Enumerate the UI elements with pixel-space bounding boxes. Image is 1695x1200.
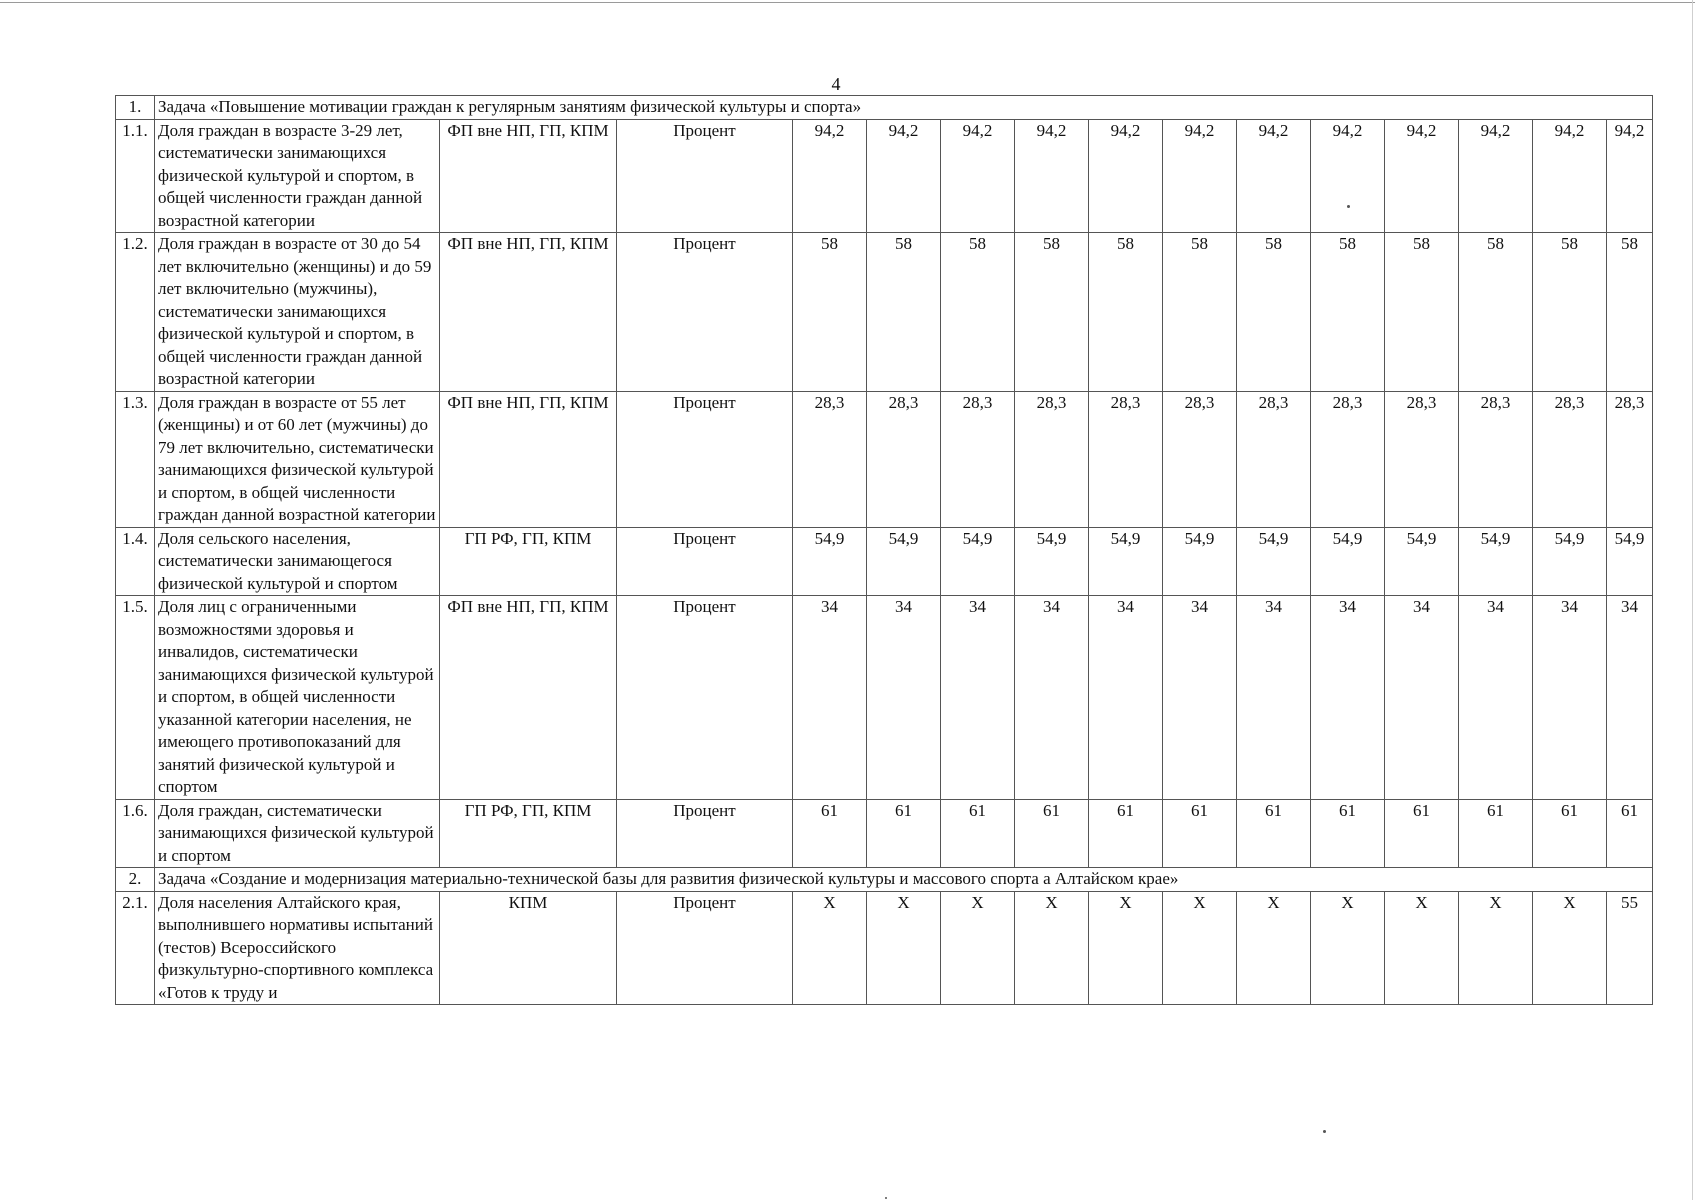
indicator-number: 1.3.	[116, 391, 155, 527]
indicator-value: 61	[1607, 799, 1653, 868]
indicator-value: X	[793, 891, 867, 1005]
indicator-value: 34	[1015, 596, 1089, 800]
indicator-name: Доля граждан, систематически занимающихся физической культурой и спортом	[155, 799, 440, 868]
indicator-value: 54,9	[1385, 527, 1459, 596]
indicator-name: Доля сельского населения, систематически занимающегося физической культурой и спортом	[155, 527, 440, 596]
indicator-number: 1.4.	[116, 527, 155, 596]
indicator-value: X	[1385, 891, 1459, 1005]
indicator-value: 55	[1607, 891, 1653, 1005]
indicator-value: 28,3	[1163, 391, 1237, 527]
indicators-table	[115, 95, 1653, 1005]
indicator-value: 58	[1163, 233, 1237, 392]
indicator-value: 54,9	[1607, 527, 1653, 596]
indicator-value: 54,9	[793, 527, 867, 596]
indicator-value: 94,2	[1607, 119, 1653, 233]
indicator-unit: Процент	[617, 596, 793, 800]
scan-top-edge	[0, 2, 1695, 3]
indicator-value: 58	[941, 233, 1015, 392]
indicator-value: 94,2	[1237, 119, 1311, 233]
indicator-value: 34	[941, 596, 1015, 800]
indicator-value: 58	[793, 233, 867, 392]
indicator-value: 54,9	[1459, 527, 1533, 596]
indicator-value: 61	[867, 799, 941, 868]
task-header-row	[116, 96, 1653, 120]
indicator-number: 1.5.	[116, 596, 155, 800]
indicator-value: 58	[1533, 233, 1607, 392]
indicator-value: 94,2	[793, 119, 867, 233]
indicator-value: X	[941, 891, 1015, 1005]
indicator-value: X	[1237, 891, 1311, 1005]
indicator-value: 61	[1459, 799, 1533, 868]
indicator-value: 94,2	[1385, 119, 1459, 233]
indicator-value: 61	[1163, 799, 1237, 868]
indicator-value: 61	[1015, 799, 1089, 868]
indicator-value: 54,9	[1237, 527, 1311, 596]
indicator-value: 28,3	[1237, 391, 1311, 527]
scan-speck	[885, 1197, 887, 1199]
indicator-value: 28,3	[1015, 391, 1089, 527]
indicator-row	[116, 391, 1653, 527]
indicator-value: 58	[1311, 233, 1385, 392]
indicator-value: 34	[867, 596, 941, 800]
indicator-value: 28,3	[1311, 391, 1385, 527]
indicator-value: 28,3	[867, 391, 941, 527]
task-header-row	[116, 868, 1653, 892]
indicator-value: 54,9	[941, 527, 1015, 596]
indicator-value: 34	[1533, 596, 1607, 800]
indicator-value: 54,9	[867, 527, 941, 596]
indicator-row	[116, 596, 1653, 800]
indicator-value: 61	[1089, 799, 1163, 868]
indicator-value: X	[867, 891, 941, 1005]
indicator-value: X	[1163, 891, 1237, 1005]
indicator-source: ГП РФ, ГП, КПМ	[440, 527, 617, 596]
page-number: 4	[831, 74, 841, 94]
indicator-value: 58	[1015, 233, 1089, 392]
indicator-value: 34	[1163, 596, 1237, 800]
indicator-name: Доля граждан в возрасте от 30 до 54 лет включительно (женщины) и до 59 лет включительно (мужчины), систематически занимающихся физической культурой и спортом, в общей численности граждан данной возрастной категории	[155, 233, 440, 392]
indicator-value: 61	[1311, 799, 1385, 868]
indicator-number: 1.2.	[116, 233, 155, 392]
indicator-source: ФП вне НП, ГП, КПМ	[440, 233, 617, 392]
indicator-value: 94,2	[1533, 119, 1607, 233]
indicator-source: ГП РФ, ГП, КПМ	[440, 799, 617, 868]
indicator-value: 28,3	[793, 391, 867, 527]
indicator-value: 54,9	[1089, 527, 1163, 596]
indicator-source: ФП вне НП, ГП, КПМ	[440, 391, 617, 527]
indicator-value: 54,9	[1015, 527, 1089, 596]
indicator-value: X	[1015, 891, 1089, 1005]
indicator-value: 94,2	[1311, 119, 1385, 233]
indicator-value: 34	[1459, 596, 1533, 800]
indicator-number: 2.1.	[116, 891, 155, 1005]
indicator-value: 28,3	[1089, 391, 1163, 527]
indicator-row	[116, 891, 1653, 1005]
indicator-value: 94,2	[1015, 119, 1089, 233]
indicator-name: Доля граждан в возрасте 3-29 лет, систематически занимающихся физической культурой и спортом, в общей численности граждан данной возрастной категории	[155, 119, 440, 233]
task-number: 2.	[116, 868, 155, 892]
indicator-value: 28,3	[1607, 391, 1653, 527]
indicator-value: 34	[1311, 596, 1385, 800]
indicator-unit: Процент	[617, 799, 793, 868]
indicator-value: 34	[1607, 596, 1653, 800]
indicator-row	[116, 233, 1653, 392]
indicator-value: X	[1089, 891, 1163, 1005]
indicator-value: 94,2	[867, 119, 941, 233]
indicator-value: 61	[941, 799, 1015, 868]
indicator-value: 54,9	[1163, 527, 1237, 596]
indicator-value: 58	[1385, 233, 1459, 392]
indicator-value: 28,3	[1385, 391, 1459, 527]
indicator-number: 1.1.	[116, 119, 155, 233]
indicator-value: 61	[1385, 799, 1459, 868]
indicator-value: 34	[1385, 596, 1459, 800]
indicator-value: 94,2	[1163, 119, 1237, 233]
indicator-name: Доля населения Алтайского края, выполнившего нормативы испытаний (тестов) Всероссийского физкультурно-спортивного комплекса «Готов к труду и	[155, 891, 440, 1005]
indicator-value: 58	[1607, 233, 1653, 392]
indicator-row	[116, 119, 1653, 233]
indicator-source: ФП вне НП, ГП, КПМ	[440, 596, 617, 800]
indicator-unit: Процент	[617, 391, 793, 527]
scan-speck	[1347, 205, 1350, 208]
indicator-row	[116, 527, 1653, 596]
indicator-name: Доля граждан в возрасте от 55 лет (женщины) и от 60 лет (мужчины) до 79 лет включительно, систематически занимающихся физической культурой и спортом, в общей численности граждан данной возрастной категории	[155, 391, 440, 527]
indicator-value: 58	[1459, 233, 1533, 392]
indicator-number: 1.6.	[116, 799, 155, 868]
indicator-unit: Процент	[617, 891, 793, 1005]
indicator-unit: Процент	[617, 233, 793, 392]
indicator-value: 34	[1089, 596, 1163, 800]
scan-speck	[1323, 1130, 1326, 1133]
indicator-value: 34	[1237, 596, 1311, 800]
task-number: 1.	[116, 96, 155, 120]
indicator-unit: Процент	[617, 527, 793, 596]
indicator-value: 61	[793, 799, 867, 868]
indicator-value: X	[1311, 891, 1385, 1005]
indicator-value: 34	[793, 596, 867, 800]
indicator-value: 61	[1237, 799, 1311, 868]
scan-right-edge	[1692, 0, 1693, 1200]
indicator-source: ФП вне НП, ГП, КПМ	[440, 119, 617, 233]
indicator-value: 58	[867, 233, 941, 392]
indicator-unit: Процент	[617, 119, 793, 233]
task-title: Задача «Создание и модернизация материально-технической базы для развития физической культуры и массового спорта а Алтайском крае»	[155, 868, 1653, 892]
indicator-value: 61	[1533, 799, 1607, 868]
indicators-table-body	[116, 96, 1653, 1005]
indicator-name: Доля лиц с ограниченными возможностями здоровья и инвалидов, систематически занимающихся физической культурой и спортом, в общей численности указанной категории населения, не имеющего противопоказаний для занятий физической культурой и спортом	[155, 596, 440, 800]
indicator-value: 58	[1089, 233, 1163, 392]
indicator-value: 94,2	[1089, 119, 1163, 233]
indicator-source: КПМ	[440, 891, 617, 1005]
indicator-value: 58	[1237, 233, 1311, 392]
indicator-value: X	[1533, 891, 1607, 1005]
indicator-value: 94,2	[1459, 119, 1533, 233]
indicator-value: 28,3	[1459, 391, 1533, 527]
indicator-row	[116, 799, 1653, 868]
indicator-value: X	[1459, 891, 1533, 1005]
indicator-value: 94,2	[941, 119, 1015, 233]
indicator-value: 54,9	[1311, 527, 1385, 596]
task-title: Задача «Повышение мотивации граждан к регулярным занятиям физической культуры и спорта»	[155, 96, 1653, 120]
indicator-value: 54,9	[1533, 527, 1607, 596]
indicator-value: 28,3	[941, 391, 1015, 527]
indicator-value: 28,3	[1533, 391, 1607, 527]
